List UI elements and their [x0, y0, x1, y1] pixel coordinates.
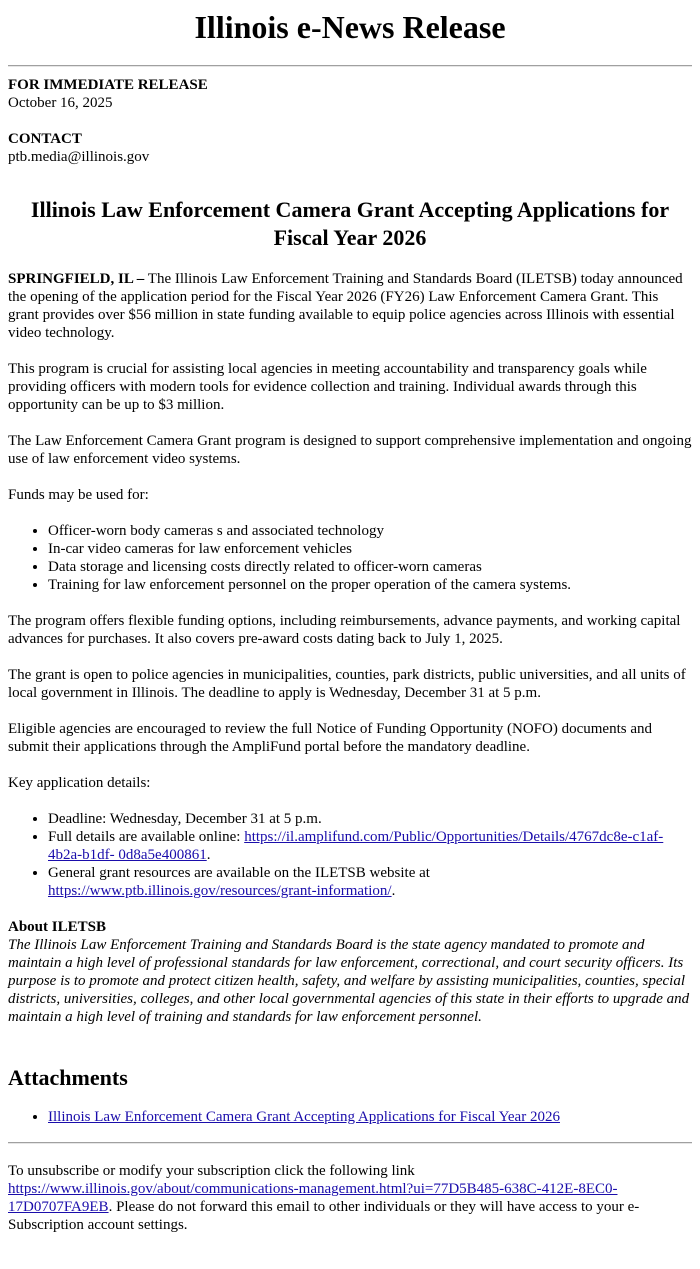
- attachments-heading: Attachments: [8, 1065, 128, 1090]
- amplifund-link[interactable]: https://il.amplifund.com/Public/Opportunities/Details/4767dc8e-c1af-4b2a-b1df- 0d8a5e400861: [48, 829, 664, 863]
- key-details-list: [8, 810, 692, 900]
- release-label: FOR IMMEDIATE RELEASE: [8, 77, 208, 93]
- resources-end: .: [391, 883, 396, 899]
- about-text: The Illinois Law Enforcement Training and Standards Board is the state agency mandated to promote and maintain a high level of professional standards for law enforcement, correctional, and court security officers. Its purpose is to promote and protect citizen health, safety, and welfare by assisting municipalities, counties, special districts, universities, colleges, and other local governmental agencies of this state in their efforts to upgrade and maintain a high level of training and standards for law enforcement personnel.: [8, 937, 690, 1025]
- list-item-resources: [48, 864, 692, 900]
- attachments-list: [8, 1108, 692, 1126]
- footer-text-before: To unsubscribe or modify your subscription click the following link: [8, 1163, 415, 1179]
- details-end: .: [206, 847, 211, 863]
- contact-email: ptb.media@illinois.gov: [8, 149, 150, 165]
- footer: [8, 1144, 692, 1234]
- header-divider: [8, 65, 692, 67]
- about-section: [8, 918, 692, 1026]
- paragraph-1-text: The Illinois Law Enforcement Training and Standards Board (ILETSB) today announced the opening of the application period for the Fiscal Year 2026 (FY26) Law Enforcement Camera Grant. This grant provides over $56 million in state funding available to equip police agencies across Illinois with essential video technology.: [8, 271, 683, 341]
- resources-text: General grant resources are available on the ILETSB website at: [48, 865, 430, 881]
- funds-list: [8, 522, 692, 594]
- grant-information-link[interactable]: https://www.ptb.illinois.gov/resources/grant-information/: [48, 883, 392, 899]
- article-paragraph-6: Eligible agencies are encouraged to review the full Notice of Funding Opportunity (NOFO) documents and submit their applications through the AmpliFund portal before the mandatory deadline.: [8, 721, 652, 755]
- newsletter-title: Illinois e-News Release: [194, 9, 506, 45]
- list-item: • Training for law enforcement personnel on the proper operation of the camera systems.: [48, 576, 692, 594]
- key-details-intro: Key application details:: [8, 775, 151, 791]
- list-item: • In-car video cameras for law enforcement vehicles: [48, 540, 692, 558]
- article-paragraph-3: The Law Enforcement Camera Grant program is designed to support comprehensive implementation and ongoing use of law enforcement video systems.: [8, 433, 692, 467]
- details-text: Full details are available online:: [48, 829, 245, 845]
- list-item-details: [48, 828, 692, 864]
- list-item-deadline: • Deadline: Wednesday, December 31 at 5 p.m.: [48, 810, 692, 828]
- article-paragraph-5: The grant is open to police agencies in municipalities, counties, park districts, public universities, and all units of local government in Illinois. The deadline to apply is Wednesday, December 31 at 5 p.m.: [8, 667, 686, 701]
- list-item: • Data storage and licensing costs directly related to officer-worn cameras: [48, 558, 692, 576]
- funds-intro: Funds may be used for:: [8, 487, 149, 503]
- footer-text-after: . Please do not forward this email to other individuals or they will have access to your e-Subscription account settings.: [8, 1199, 640, 1233]
- release-info: [8, 76, 692, 166]
- unsubscribe-link[interactable]: https://www.illinois.gov/about/communications-management.html?ui=77D5B485-638C-412E-8EC0-17D0707FA9EB: [8, 1181, 618, 1215]
- attachment-link[interactable]: Illinois Law Enforcement Camera Grant Accepting Applications for Fiscal Year 2026: [48, 1109, 560, 1125]
- dateline: SPRINGFIELD, IL –: [8, 271, 145, 287]
- about-title: About ILETSB: [8, 919, 106, 935]
- article-paragraph-1: [8, 270, 692, 342]
- release-date: October 16, 2025: [8, 95, 113, 111]
- article-paragraph-4: The program offers flexible funding options, including reimbursements, advance payments, and working capital advances for purchases. It also covers pre-award costs dating back to July 1, 2025.: [8, 613, 681, 647]
- contact-label: CONTACT: [8, 131, 82, 147]
- attachment-item: [48, 1108, 692, 1126]
- article-headline: Illinois Law Enforcement Camera Grant Accepting Applications for Fiscal Year 2026: [30, 197, 670, 250]
- list-item: • Officer-worn body cameras s and associated technology: [48, 522, 692, 540]
- article-paragraph-2: This program is crucial for assisting local agencies in meeting accountability and transparency goals while providing officers with modern tools for evidence collection and training. Individual awards through this opportunity can be up to $3 million.: [8, 361, 647, 413]
